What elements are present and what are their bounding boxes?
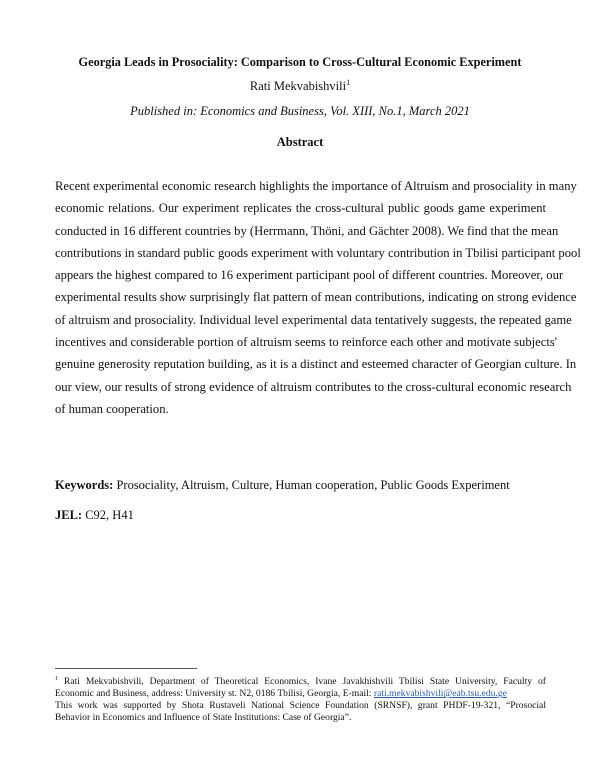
abstract-line: genuine generosity reputation building, as it is a distinct and esteemed character of Georgian culture. In: [55, 357, 577, 372]
keywords-label: Keywords:: [55, 478, 114, 492]
paper-title: Georgia Leads in Prosociality: Comparison to Cross-Cultural Economic Experiment: [78, 55, 522, 69]
footnote-divider: [55, 668, 197, 669]
abstract-heading: Abstract: [276, 135, 324, 149]
keywords: [55, 478, 510, 493]
abstract-line: conducted in 16 different countries by (Herrmann, Thöni, and Gächter 2008). We find that the mean: [55, 223, 559, 238]
abstract-line: appears the highest compared to 16 experiment participant pool of different countries. Moreover, our: [55, 268, 564, 283]
abstract-line: incentives and considerable portion of altruism seems to reinforce each other and motivate subjects': [55, 335, 558, 350]
footnote-text: Economic and Business, address: University st. N2, 0186 Tbilisi, Georgia, E-mail:: [55, 688, 374, 700]
abstract-line: our view, our results of strong evidence of altruism contributes to the cross-cultural economic research: [55, 379, 572, 394]
footnote-line: This work was supported by Shota Rustaveli National Science Foundation (SRNSF), grant PHDF-19-321, “Prosocial: [55, 700, 546, 712]
abstract-line: experimental results show surprisingly flat pattern of mean contributions, indicating on strong evidence: [55, 290, 577, 305]
footnote-line: [55, 673, 546, 688]
jel-value: C92, H41: [82, 508, 134, 522]
author-name: Rati Mekvabishvili: [249, 79, 347, 94]
jel-label: JEL:: [55, 508, 83, 522]
footnote-text: Rati Mekvabishvili, Department of Theoretical Economics, Ivane Javakhishvili Tbilisi State University, Faculty of: [58, 676, 546, 688]
author-line: [0, 78, 600, 94]
footnote: [55, 673, 546, 724]
keywords-value: Prosociality, Altruism, Culture, Human cooperation, Public Goods Experiment: [113, 478, 510, 492]
email-link[interactable]: rati.mekvabishvili@eab.tsu.edu.ge: [373, 688, 507, 700]
footnote-mark: 1: [346, 78, 351, 87]
abstract-line: of human cooperation.: [55, 401, 169, 416]
footnote-line: [55, 688, 546, 700]
abstract-line: Recent experimental economic research highlights the importance of Altruism and prosociality in many: [55, 179, 577, 193]
footnote-mark: 1: [55, 676, 58, 682]
publication-info: Published in: Economics and Business, Vol. XIII, No.1, March 2021: [130, 104, 470, 118]
abstract-line: contributions in standard public goods experiment with voluntary contribution in Tbilisi participant pool: [55, 245, 581, 260]
abstract-line: of altruism and prosociality. Individual level experimental data tentatively suggests, the repeated game: [55, 312, 572, 327]
footnote-line: Behavior in Economics and Influence of State Institutions: Case of Georgia”.: [55, 712, 352, 724]
abstract-body: [55, 177, 581, 422]
jel-codes: [55, 508, 134, 523]
abstract-line: economic relations. Our experiment replicates the cross-cultural public goods game experiment: [55, 201, 546, 216]
